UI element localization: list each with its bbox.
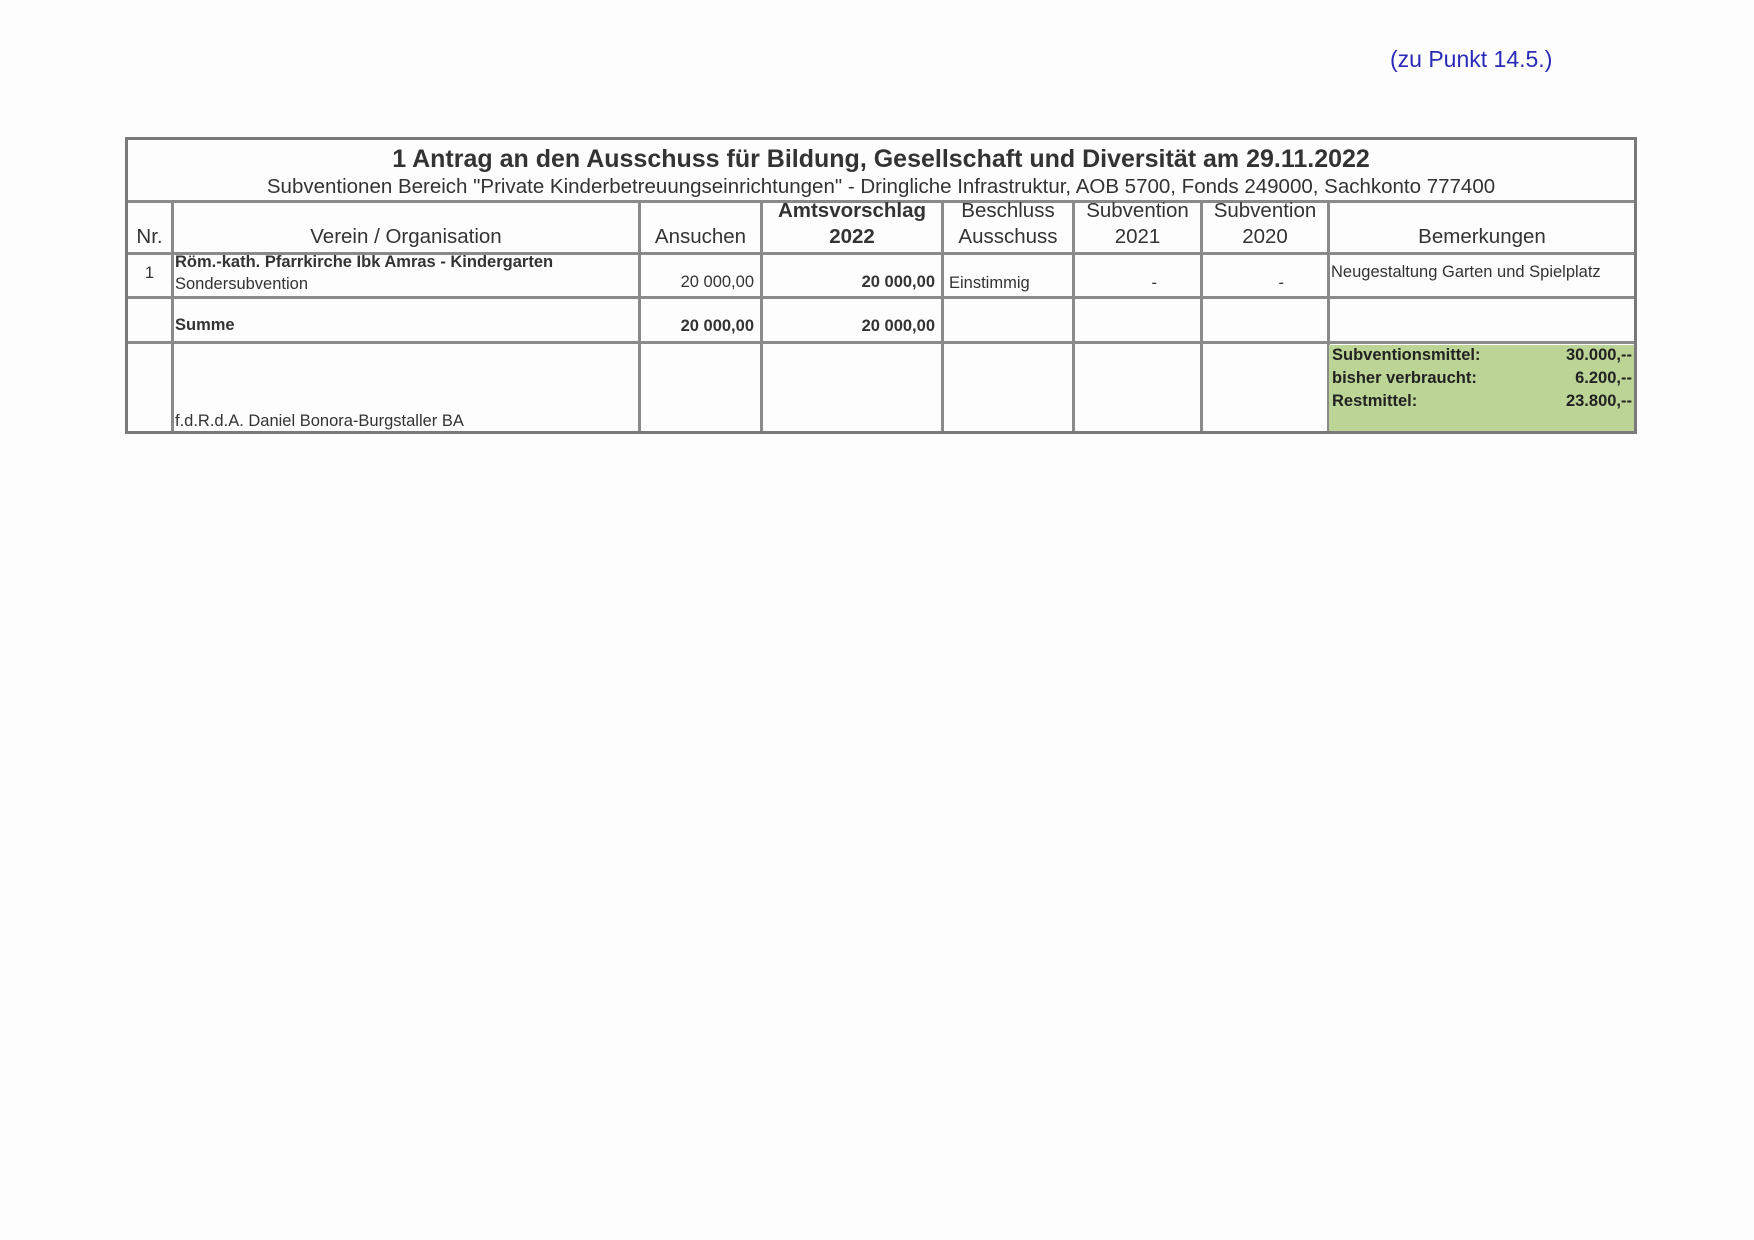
col-header-subvention-2020: Subvention [1213,199,1317,222]
col-header-subvention-2021: Subvention [1086,199,1189,222]
col-header-nr: Nr. [136,225,163,248]
col-header-beschluss: Beschluss [961,199,1055,222]
budget-label: Restmittel: [1332,392,1418,410]
row-ansuchen: 20 000,00 [680,273,754,291]
table-title: 1 Antrag an den Ausschuss für Bildung, Gesellschaft und Diversität am 29.11.2022 [392,145,1370,173]
agenda-item-reference: (zu Punkt 14.5.) [1390,46,1553,72]
budget-value: 23.800,-- [1565,392,1632,410]
table-header-block [128,140,1634,203]
row-sub2020: - [1278,274,1284,292]
col-header-year-2021: 2021 [1114,225,1161,248]
summe-amtsvorschlag: 20 000,00 [861,317,935,335]
summe-label: Summe [175,316,235,334]
budget-label: bisher verbraucht: [1332,369,1477,387]
col-header-verein: Verein / Organisation [310,225,502,248]
budget-label: Subventionsmittel: [1332,346,1481,364]
budget-value: 30.000,-- [1565,346,1632,364]
row-zweck: Sondersubvention [175,275,309,293]
table-subtitle: Subventionen Bereich "Private Kinderbetreuungseinrichtungen" - Dringliche Infrastruktur, AOB 5700, Fonds 249000, Sachkonto 777400 [266,175,1496,198]
summe-ansuchen: 20 000,00 [680,317,754,335]
col-header-amtsvorschlag-year: 2022 [829,225,875,248]
grid-line [128,296,1634,299]
signature-line: f.d.R.d.A. Daniel Bonora-Burgstaller BA [175,412,464,430]
budget-value: 6.200,-- [1575,369,1632,387]
row-nr: 1 [144,264,155,282]
col-header-ausschuss: Ausschuss [958,225,1058,248]
col-header-amtsvorschlag: Amtsvorschlag [777,199,927,222]
row-beschluss: Einstimmig [949,274,1030,292]
col-header-year-2020: 2020 [1242,225,1288,248]
subsidy-table [125,137,1637,434]
row-amtsvorschlag: 20 000,00 [861,273,935,291]
row-bemerkung: Neugestaltung Garten und Spielplatz [1331,263,1601,281]
row-organisation: Röm.-kath. Pfarrkirche Ibk Amras - Kindergarten [175,253,554,271]
grid-line [128,341,1634,344]
col-header-ansuchen: Ansuchen [654,225,747,248]
row-sub2021: - [1151,274,1157,292]
col-header-bemerkungen: Bemerkungen [1418,225,1546,248]
